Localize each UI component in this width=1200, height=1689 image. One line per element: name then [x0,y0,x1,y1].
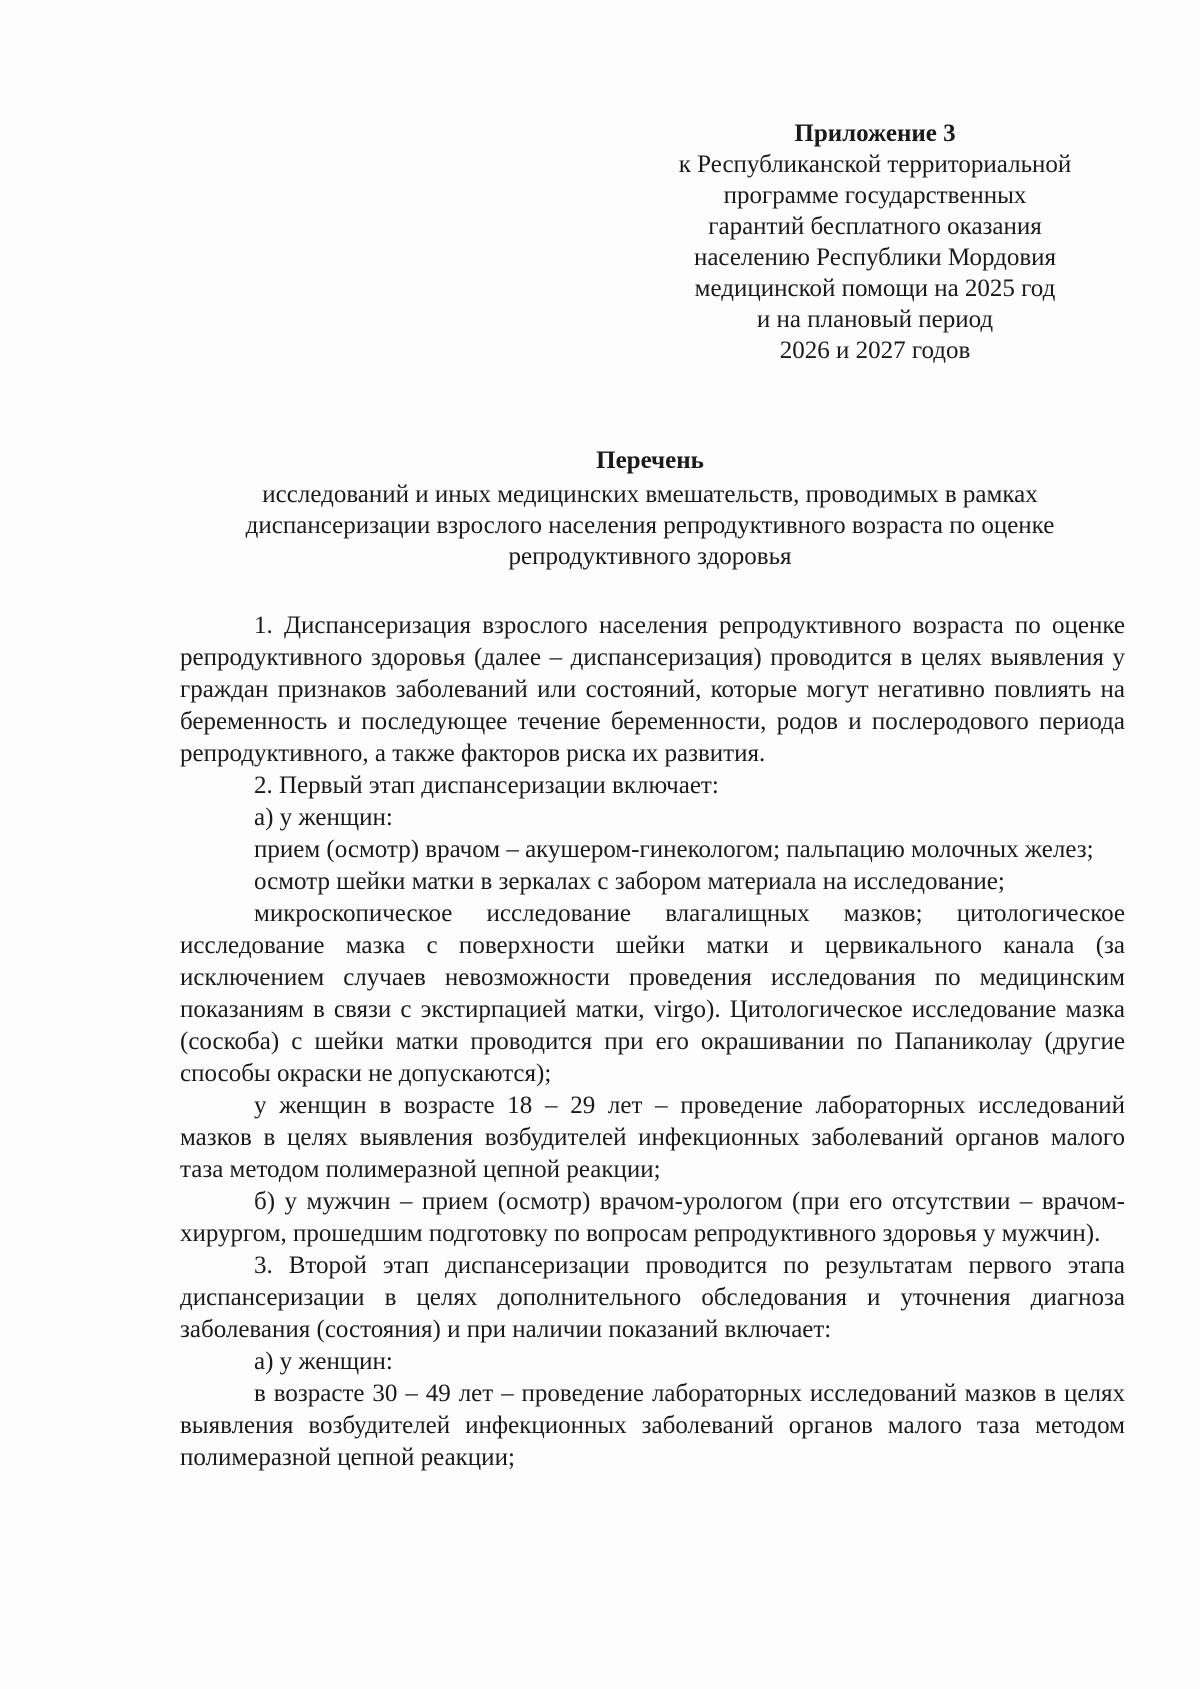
appendix-line: и на плановый период [756,306,994,333]
paragraph: б) у мужчин – прием (осмотр) врачом-урологом (при его отсутствии – врачом-хирургом, прошедшим подготовку по вопросам репродуктивного здоровья у мужчин). [180,1188,1125,1247]
paragraph: 3. Второй этап диспансеризации проводится по результатам первого этапа диспансеризации в целях дополнительного обследования и уточнения диагноза заболевания (состояния) и при наличии показаний включает: [180,1252,1125,1343]
appendix-line: медицинской помощи на 2025 год [694,275,1056,302]
appendix-line: к Республиканской территориальной [678,151,1072,178]
paragraph: осмотр шейки матки в зеркалах с забором материала на исследование; [254,868,1005,895]
paragraph: у женщин в возрасте 18 – 29 лет – проведение лабораторных исследований мазков в целях выявления возбудителей инфекционных заболеваний органов малого таза методом полимеразной цепной реакции; [180,1092,1125,1183]
heading-line: диспансеризации взрослого населения репродуктивного возраста по оценке [245,512,1055,539]
paragraph: а) у женщин: [254,1348,393,1375]
appendix-line: гарантий бесплатного оказания [708,213,1042,240]
document-heading [170,445,1130,572]
paragraph: в возрасте 30 – 49 лет – проведение лабораторных исследований мазков в целях выявления возбудителей инфекционных заболеваний органов малого таза методом полимеразной цепной реакции; [180,1380,1125,1471]
paragraph: прием (осмотр) врачом – акушером-гинекологом; пальпацию молочных желез; [254,836,1094,863]
paragraph: микроскопическое исследование влагалищных мазков; цитологическое исследование мазка с поверхности шейки матки и цервикального канала (за исключением случаев невозможности проведения исследования по медицинским показаниям в связи с экстирпацией матки, virgo). Цитологическое исследование мазка (соскоба) с шейки матки проводится при его окрашивании по Папаниколау (другие способы окраски не допускаются); [180,900,1125,1087]
appendix-line: 2026 и 2027 годов [779,337,971,364]
document-body [180,610,1125,1474]
heading-line: репродуктивного здоровья [508,543,792,570]
paragraph: а) у женщин: [254,804,393,831]
paragraph: 2. Первый этап диспансеризации включает: [254,772,719,799]
appendix-line: программе государственных [723,182,1027,209]
heading-title: Перечень [596,447,704,474]
appendix-title: Приложение 3 [794,120,956,147]
paragraph: 1. Диспансеризация взрослого населения репродуктивного возраста по оценке репродуктивного здоровья (далее – диспансеризация) проводится в целях выявления у граждан признаков заболеваний или состояний, которые могут негативно повлиять на беременность и последующее течение беременности, родов и послеродового периода репродуктивного, а также факторов риска их развития. [180,612,1125,767]
heading-line: исследований и иных медицинских вмешательств, проводимых в рамках [262,481,1038,508]
appendix-line: населению Республики Мордовия [693,244,1057,271]
appendix-block [640,118,1110,366]
